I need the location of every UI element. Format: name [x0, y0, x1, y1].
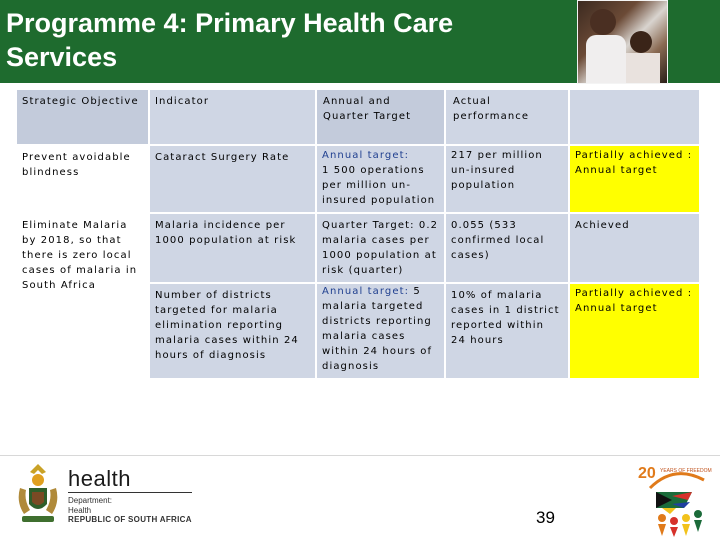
logo-line-health: Health — [68, 505, 92, 515]
anniversary-number: 20 — [638, 465, 656, 482]
row2-indicator: Malaria incidence per 1000 population at risk — [150, 214, 315, 282]
logo-line-republic: REPUBLIC OF SOUTH AFRICA — [68, 515, 192, 524]
row3-indicator: Number of districts targeted for malaria elimination reporting malaria cases within 24 hours of diagnosis — [150, 284, 315, 378]
row2-performance: 0.055 (533 confirmed local cases) — [446, 214, 568, 282]
row3-target-text: 5 malaria targeted districts reporting malaria cases within 24 hours of diagnosis — [322, 286, 433, 372]
header-target: Annual and Quarter Target — [317, 90, 444, 144]
table-row — [17, 146, 699, 212]
header-status — [570, 90, 699, 144]
row2-objective: Eliminate Malaria by 2018, so that there is zero local cases of malaria in South Africa — [17, 214, 148, 378]
logo-divider — [68, 492, 192, 493]
header-performance: Actual performance — [446, 90, 568, 144]
title-banner — [0, 0, 720, 83]
coat-of-arms-logo — [12, 462, 64, 526]
row3-performance: 10% of malaria cases in 1 district reported within 24 hours — [446, 284, 568, 378]
row3-target — [317, 284, 444, 378]
row1-target — [317, 146, 444, 212]
row3-status: Partially achieved : Annual target — [570, 284, 699, 378]
header-indicator: Indicator — [150, 90, 315, 144]
health-logo-word: health — [68, 466, 131, 491]
row1-indicator: Cataract Surgery Rate — [150, 146, 315, 212]
slide-title: Programme 4: Primary Health Care Services — [6, 8, 454, 72]
table-row — [17, 214, 699, 282]
page-number: 39 — [536, 508, 555, 527]
row2-target: Quarter Target: 0.2 malaria cases per 1000 population at risk (quarter) — [317, 214, 444, 282]
row1-objective: Prevent avoidable blindness — [17, 146, 148, 212]
row2-status: Achieved — [570, 214, 699, 282]
twenty-years-freedom-logo — [632, 458, 716, 538]
row1-status: Partially achieved : Annual target — [570, 146, 699, 212]
header-photo — [577, 0, 668, 84]
row3-target-label: Annual target: — [322, 286, 410, 297]
anniversary-text: YEARS OF FREEDOM — [660, 468, 712, 474]
footer-divider — [0, 455, 720, 456]
row1-performance: 217 per million un-insured population — [446, 146, 568, 212]
performance-table — [15, 88, 701, 380]
row1-target-text: 1 500 operations per million un-insured population — [322, 165, 436, 206]
row1-target-label: Annual target: — [322, 150, 410, 161]
table-header-row — [17, 90, 699, 144]
logo-line-department: Department: — [68, 496, 113, 505]
header-objective: Strategic Objective — [17, 90, 148, 144]
logo-department-text — [68, 496, 112, 515]
